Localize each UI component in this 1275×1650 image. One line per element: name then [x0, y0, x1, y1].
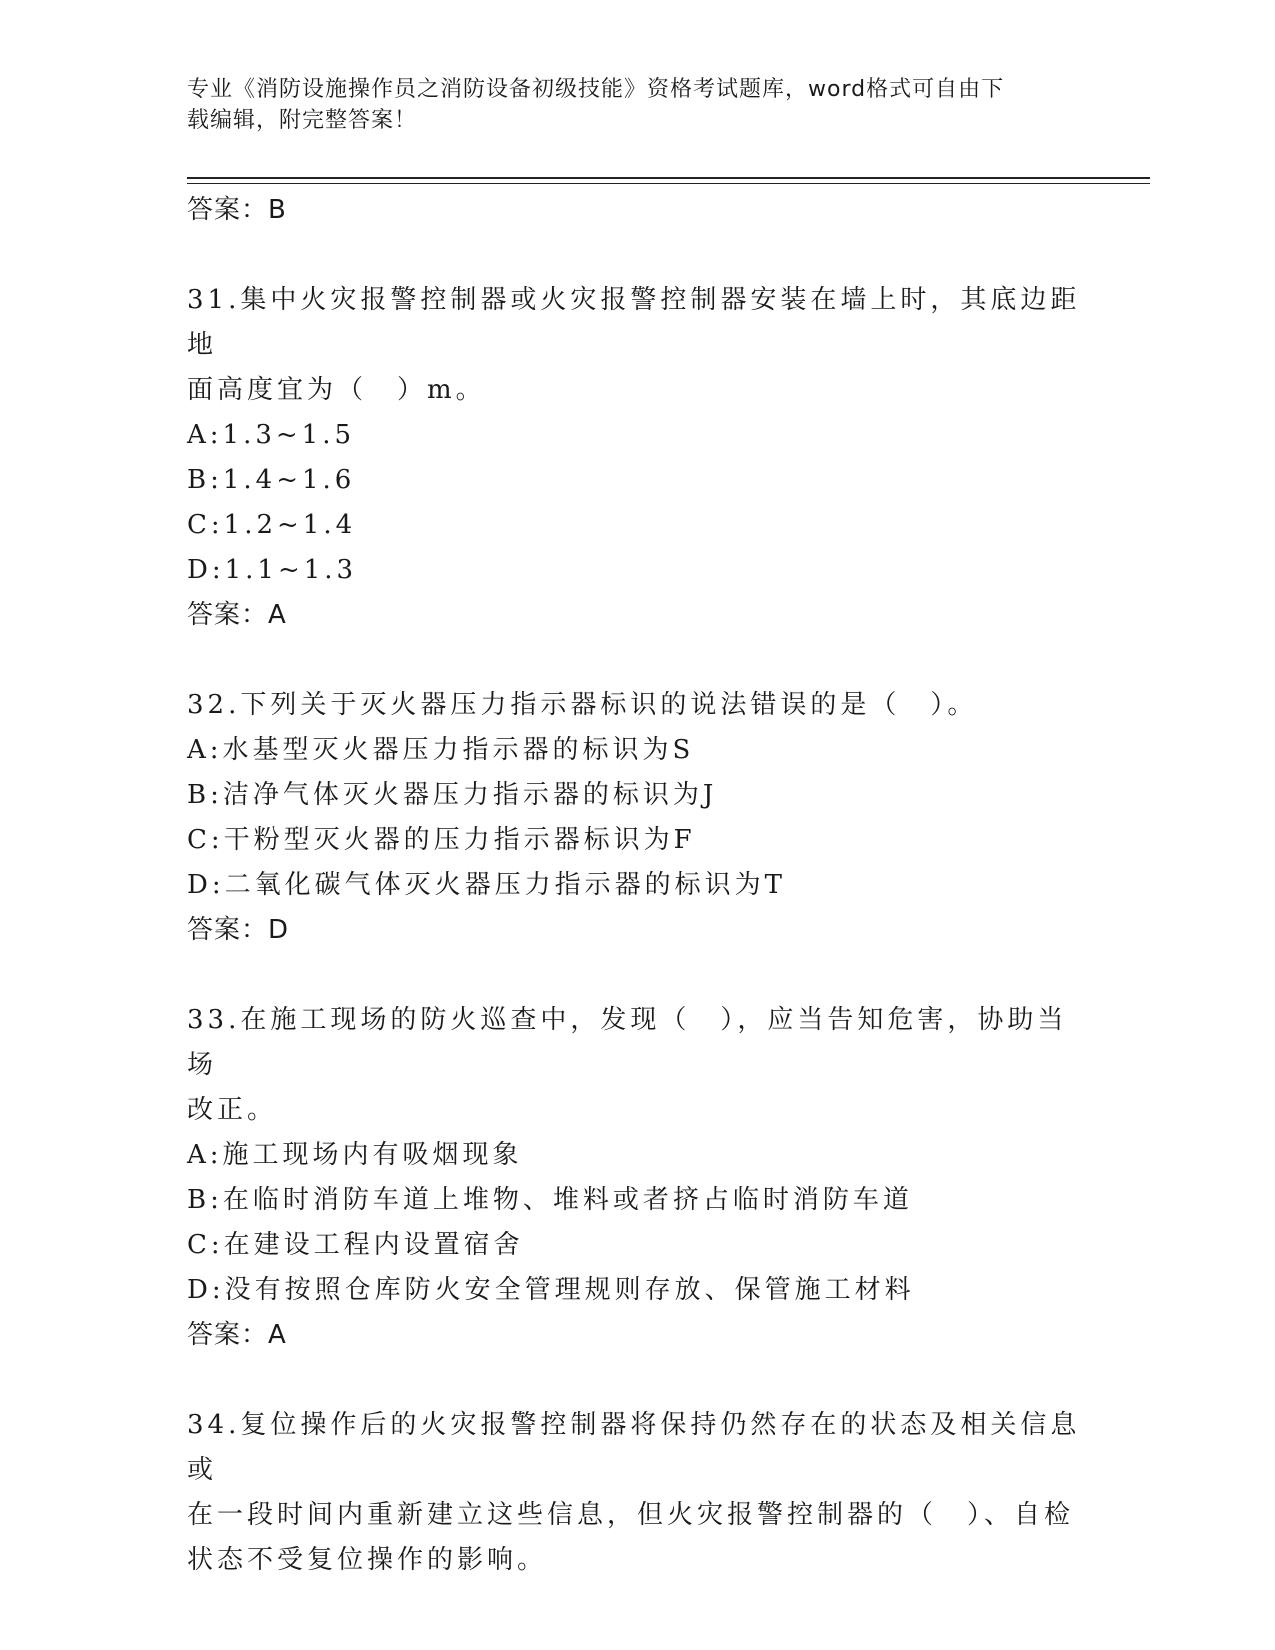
page-header [187, 74, 1067, 136]
question-stem: 34.复位操作后的火灾报警控制器将保持仍然存在的状态及相关信息或 [187, 1410, 1081, 1485]
option-a: A:施工现场内有吸烟现象 [187, 1140, 523, 1170]
spacer [187, 233, 1087, 278]
question-stem: 在一段时间内重新建立这些信息，但火灾报警控制器的（ ）、自检 [187, 1500, 1075, 1530]
option-b: B:1.4~1.6 [187, 465, 356, 495]
question-stem: 改正。 [187, 1095, 278, 1125]
option-a: A:水基型灭火器压力指示器的标识为S [187, 735, 695, 765]
question-stem: 31.集中火灾报警控制器或火灾报警控制器安装在墙上时，其底边距地 [187, 285, 1081, 360]
header-line-2: 载编辑，附完整答案！ [187, 108, 418, 133]
question-34 [187, 1403, 1087, 1583]
option-d: D:二氧化碳气体灭火器压力指示器的标识为T [187, 870, 786, 900]
answer-line: 答案：A [187, 600, 287, 630]
option-c: C:1.2~1.4 [187, 510, 357, 540]
option-b: B:洁净气体灭火器压力指示器的标识为J [187, 780, 718, 810]
spacer [187, 1358, 1087, 1403]
header-divider-thin [187, 183, 1150, 184]
question-31 [187, 278, 1087, 638]
question-stem: 33.在施工现场的防火巡查中，发现（ ），应当告知危害，协助当场 [187, 1005, 1068, 1080]
option-c: C:干粉型灭火器的压力指示器标识为F [187, 825, 696, 855]
question-stem: 32.下列关于灭火器压力指示器标识的说法错误的是（ ）。 [187, 690, 978, 720]
option-a: A:1.3~1.5 [187, 420, 356, 450]
header-divider-thick [187, 177, 1150, 179]
spacer [187, 953, 1087, 998]
option-d: D:没有按照仓库防火安全管理规则存放、保管施工材料 [187, 1275, 915, 1305]
question-33 [187, 998, 1087, 1358]
question-stem: 状态不受复位操作的影响。 [187, 1545, 548, 1575]
header-line-1: 专业《消防设施操作员之消防设备初级技能》资格考试题库，word格式可自由下 [187, 77, 1005, 102]
question-32 [187, 683, 1087, 953]
answer-line: 答案：D [187, 915, 290, 945]
option-d: D:1.1~1.3 [187, 555, 358, 585]
spacer [187, 638, 1087, 683]
question-stem: 面高度宜为（ ）m。 [187, 375, 486, 405]
option-c: C:在建设工程内设置宿舍 [187, 1230, 524, 1260]
answer-line: 答案：B [187, 195, 287, 225]
question-list [187, 188, 1087, 1583]
option-b: B:在临时消防车道上堆物、堆料或者挤占临时消防车道 [187, 1185, 913, 1215]
answer-line: 答案：A [187, 1320, 287, 1350]
